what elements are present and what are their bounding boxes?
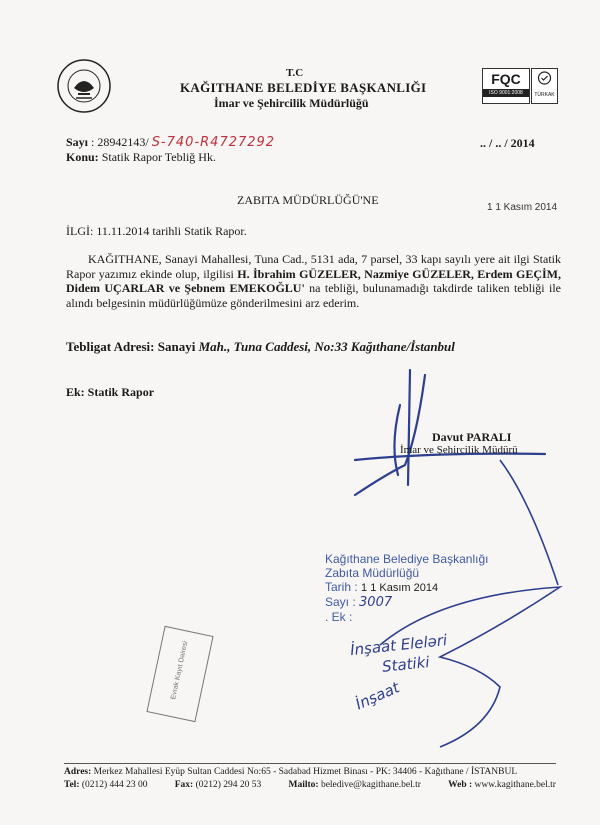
footer-mail[interactable]: Mailto: beledive@kagithane.bel.tr: [288, 780, 421, 790]
municipality-logo: [56, 58, 112, 114]
footer-address: Adres: Merkez Mahallesi Eyüp Sultan Caddesi No:65 - Sadabad Hizmet Binası - PK: 34406 - Kağıthane / İSTANBUL: [64, 767, 518, 777]
addressee: ZABITA MÜDÜRLÜĞÜ'NE: [237, 193, 379, 207]
footer-contact: [64, 780, 556, 790]
turkak-icon: [532, 69, 557, 87]
footer-web[interactable]: Web : www.kagithane.bel.tr: [448, 780, 556, 790]
header-directorate: İmar ve Şehircilik Müdürlüğü: [214, 96, 369, 110]
handwritten-note: İnşaat Eleləri Statiki İnşaat: [349, 631, 448, 714]
signatory-title: İmar ve Şehircilik Müdürü: [400, 444, 518, 456]
approval-scribble: [360, 585, 570, 750]
ilgi-line: İLGİ: 11.11.2014 tarihli Statik Rapor.: [66, 224, 247, 238]
konu-line: Konu: Statik Rapor Tebliğ Hk.: [66, 150, 216, 164]
fqc-cert-badge: FQC ISO 9001:2008: [482, 68, 530, 104]
recipient-names: H. İbrahim GÜZELER, Nazmiye GÜZELER, Erdem GEÇİM, Didem UÇARLAR ve Şebnem EMEKOĞLU': [66, 266, 561, 296]
footer-tel: Tel: (0212) 444 23 00: [64, 780, 148, 790]
signatory-name: Davut PARALI: [432, 430, 512, 444]
attachment-line: Ek: Statik Rapor: [66, 385, 155, 399]
tebligat-address: Tebligat Adresi: Sanayi Mah., Tuna Caddesi, No:33 Kağıthane/İstanbul: [66, 339, 455, 354]
sayi-handwritten: S-740-R4727292: [151, 135, 276, 150]
sayi-line: Sayı : 28942143/ S-740-R4727292: [66, 135, 276, 150]
header-tc: T.C: [286, 67, 304, 79]
received-date-stamp: 1 1 Kasım 2014: [487, 202, 558, 213]
body-paragraph: KAĞITHANE, Sanayi Mahallesi, Tuna Cad., 5131 ada, 7 parsel, 33 kapı sayılı yere ait ilgi Statik Rapor yazımız ekinde olup, ilgilisi H. İbrahim GÜZELER, Nazmiye GÜZELER, Erdem GEÇİM, Didem UÇARLAR ve Şebnem EMEKOĞLU' na tebliği, bulunamadığı takdirde taliken tebliği ile alındı belgesinin müdürlüğümüze gönderilmesini arz ederim.: [66, 252, 561, 310]
header-municipality: KAĞITHANE BELEDİYE BAŞKANLIĞI: [180, 80, 427, 95]
footer-fax: Fax: (0212) 294 20 53: [174, 780, 262, 790]
footer-divider: [64, 763, 556, 764]
document-date: .. / .. / 2014: [480, 136, 535, 150]
turkak-badge: TÜRKAK: [531, 68, 558, 104]
zabita-received-stamp: Kağıthane Belediye Başkanlığı Zabıta Müdürlüğü Tarih : 1 1 Kasım 2014 Sayı : 3007 . Ek :: [325, 552, 489, 624]
registry-stamp: Evrak Kayıt Dairesi: [146, 626, 213, 722]
